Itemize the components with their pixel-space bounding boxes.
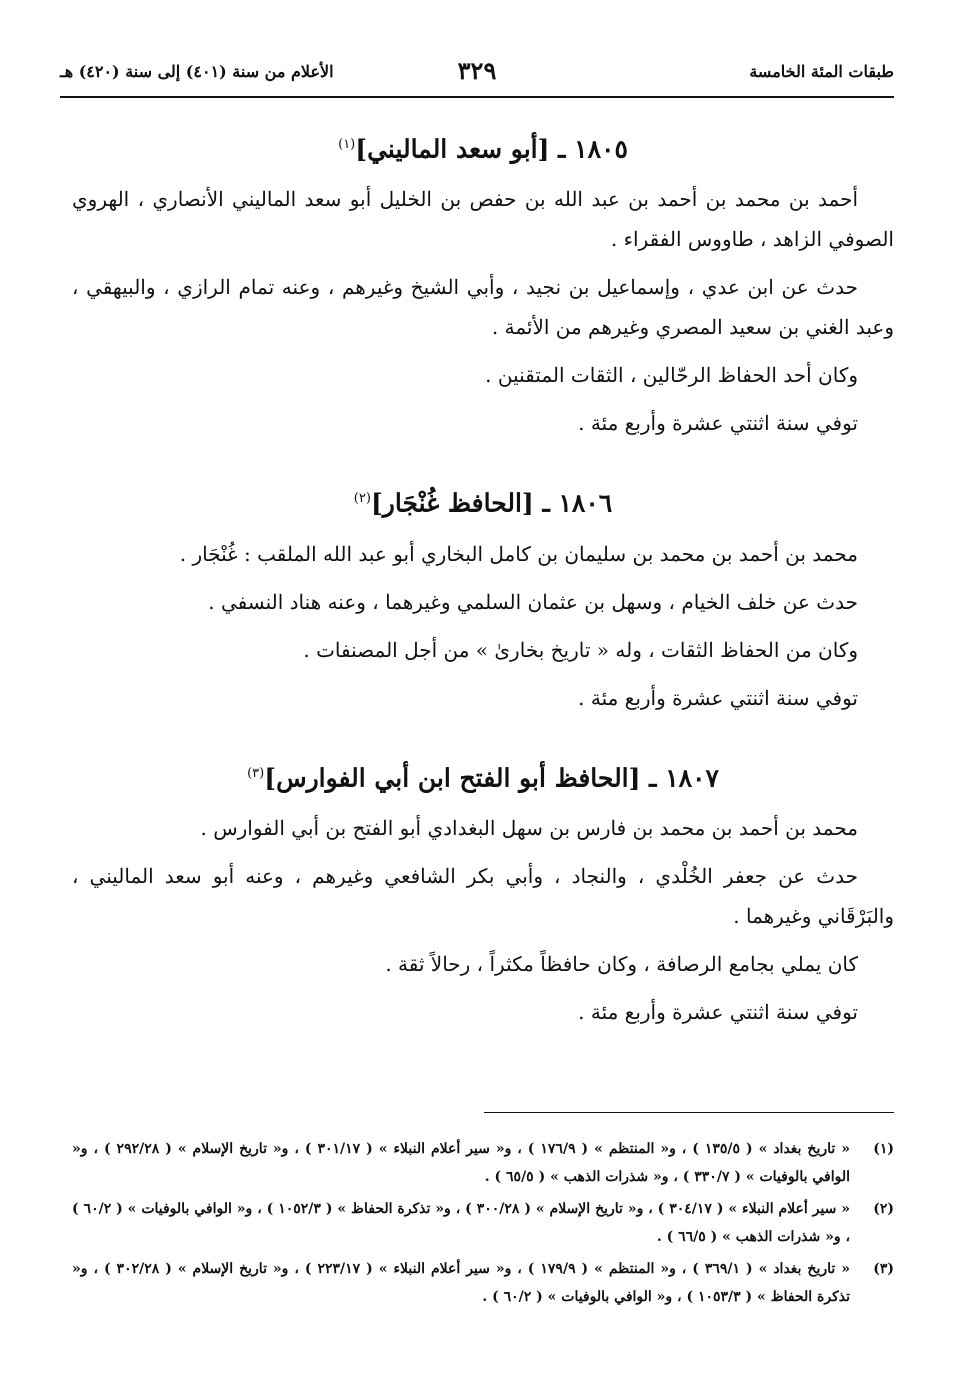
entry-paragraph: وكان من الحفاظ الثقات ، وله « تاريخ بخارىٰ » من أجل المصنفات . [303,637,858,662]
footnote-text: « سير أعلام النبلاء » ( ٣٠٤/١٧ ) ، و« تاريخ الإسلام » ( ٣٠٠/٢٨ ) ، و« تذكرة الحفاظ » ( ١٠٥٢/٣ ) ، و« الوافي بالوفيات » ( ٦٠/٢ ) ، و« شذرات الذهب » ( ٦٦/٥ ) . [72,1201,851,1245]
entry-paragraph: كان يملي بجامع الرصافة ، وكان حافظاً مكثراً ، رحالاً ثقة . [385,951,858,976]
header-year-range: الأعلام من سنة (٤٠١) إلى سنة (٤٢٠) هـ [60,62,334,81]
page-number: ٣٢٩ [457,56,497,85]
footnote-text: « تاريخ بغداد » ( ٣٦٩/١ ) ، و« المنتظم » ( ١٧٩/٩ ) ، و« سير أعلام النبلاء » ( ٢٢٣/١٧ ) ، و« تاريخ الإسلام » ( ٣٠٢/٢٨ ) ، و« تذكرة الحفاظ » ( ١٠٥٣/٣ ) ، و« الوافي بالوفيات » ( ٦٠/٢ ) . [72,1261,850,1305]
header-book-section: طبقات المئة الخامسة [749,62,894,81]
running-header [60,56,894,98]
entry-paragraph: توفي سنة اثنتي عشرة وأربع مئة . [578,999,858,1024]
footnote-ref: (٣) [247,765,265,781]
entry-title: ١٨٠٥ ـ [أبو سعد الماليني]$^{(١)}$ [338,134,628,164]
entry-paragraph: حدث عن خلف الخيام ، وسهل بن عثمان السلمي وغيرهما ، وعنه هناد النسفي . [208,589,858,614]
footnote-number: (١) [873,1141,894,1157]
entry-title: ١٨٠٧ ـ [الحافظ أبو الفتح ابن أبي الفوارس]$^{(٣)}$ [247,762,719,792]
entry-paragraph: محمد بن أحمد بن محمد بن فارس بن سهل البغدادي أبو الفتح بن أبي الفوارس . [200,815,858,840]
entry-paragraph: توفي سنة اثنتي عشرة وأربع مئة . [578,685,858,710]
entry-paragraph: حدث عن ابن عدي ، وإسماعيل بن نجيد ، وأبي الشيخ وغيرهم ، وعنه تمام الرازي ، والبيهقي ، وعبد الغني بن سعيد المصري وغيرهم من الأئمة . [72,275,894,340]
footnote [72,1255,894,1311]
entry-1807 [72,754,894,1032]
entry-paragraph: حدث عن جعفر الخُلْدي ، والنجاد ، وأبي بكر الشافعي وغيرهم ، وعنه أبو سعد الماليني ، والبَرْقَاني وغيرهما . [72,863,894,928]
entry-1805 [72,125,894,443]
entry-paragraph: محمد بن أحمد بن محمد بن سليمان بن كامل البخاري أبو عبد الله الملقب : غُنْجَار . [179,541,858,566]
entry-title: ١٨٠٦ ـ [الحافظ غُنْجَار]$^{(٢)}$ [353,488,613,518]
footnote-ref: (٢) [353,491,371,507]
footnote [72,1195,894,1251]
footnote-ref: (١) [338,137,356,152]
entry-paragraph: توفي سنة اثنتي عشرة وأربع مئة . [578,411,858,436]
footnote-divider [484,1112,894,1113]
footnote [72,1135,894,1191]
footnotes [72,1135,894,1315]
entry-paragraph: وكان أحد الحفاظ الرحّالين ، الثقات المتقنين . [485,363,858,388]
footnote-number: (٢) [873,1201,894,1217]
footnote-text: « تاريخ بغداد » ( ١٣٥/٥ ) ، و« المنتظم » ( ١٧٦/٩ ) ، و« سير أعلام النبلاء » ( ٣٠١/١٧ ) ، و« تاريخ الإسلام » ( ٢٩٢/٢٨ ) ، و« الوافي بالوفيات » ( ٣٣٠/٧ ) ، و« شذرات الذهب » ( ٦٥/٥ ) . [72,1141,850,1185]
entry-paragraph: أحمد بن محمد بن أحمد بن عبد الله بن حفص بن الخليل أبو سعد الماليني الأنصاري ، الهروي الصوفي الزاهد ، طاووس الفقراء . [72,187,894,252]
entry-1806 [72,479,894,717]
main-text [72,125,894,1068]
footnote-number: (٣) [873,1261,894,1277]
